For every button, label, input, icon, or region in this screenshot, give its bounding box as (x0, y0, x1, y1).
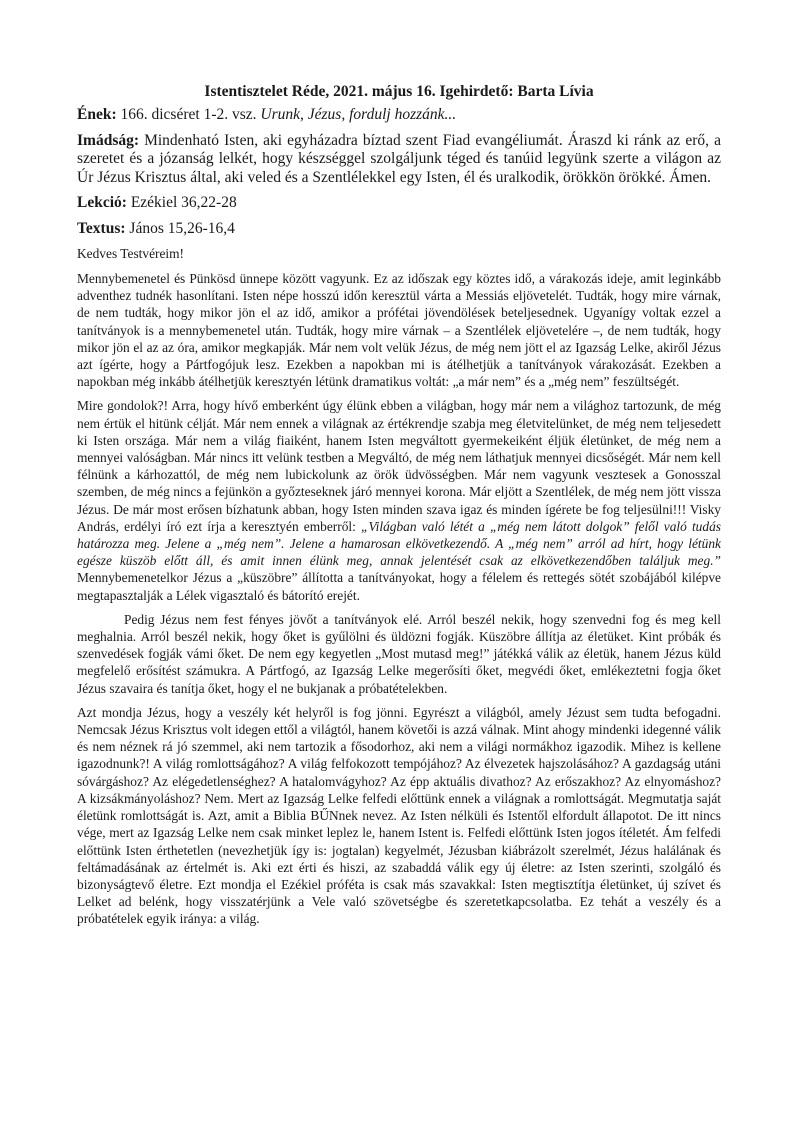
sermon-paragraph-3: Pedig Jézus nem fest fényes jövőt a tanítványok elé. Arról beszél nekik, hogy szenvedni fog és meg kell meghalnia. Arról beszél nekik, hogy őket is gyűlölni és üldözni fogják. Küszöbre állítja az életüket. Kint próbák és szenvedések fogják vámi őket. De nem egy kegyetlen „Most mutasd meg!” játékká válik az életük, hanem Jézus küld megfelelő erősítést számukra. A Pártfogó, az Igazság Lelke megerősíti őket, megvédi őket, emlékeztetni fogja őket Jézus szavaira és tanítja őket, hogy el ne bukjanak a próbatételekben. (77, 611, 721, 696)
song-line (77, 106, 721, 125)
lection-line (77, 194, 721, 213)
textus-text: János 15,26-16,4 (125, 219, 235, 237)
textus-line (77, 220, 721, 239)
sermon-paragraph-4: Azt mondja Jézus, hogy a veszély két helyről is fog jönni. Egyrészt a világból, amely Jézust sem tudta befogadni. Nemcsak Jézus Krisztus volt idegen ettől a világtól, hanem követői is azzá válnak. Mint ahogy mindenki idegenné válik és nem néznek rá jó szemmel, aki nem tartozik a fősodorhoz, aki nem a világi normákhoz igazodik. Mihez is kellene igazodnunk?! A világ romlottságához? A világ felfokozott tempójához? Az élvezetek hajszolásához? A gazdagság utáni sóvárgáshoz? Az elégedetlenséghez? A hatalomvágyhoz? Az épp aktuális divathoz? Az erőszakhoz? Az elnyomáshoz? A kizsákmányoláshoz? Nem. Mert az Igazság Lelke felfedi előttünk ennek a világnak a romlottságát. Megmutatja saját életünk romlottságát is. Azt, amit a Biblia BŰNnek nevez. Az Isten nélküli és Istentől elfordult állapotot. De itt nincs vége, mert az Igazság Lelke nem csak minket leplez le, hanem Istent is. Felfedi előttünk Isten jogos ítéletét. Ám felfedi előttünk Isten érthetetlen (nevezhetjük így is: jogtalan) kegyelmét, Jézusban kiábrázolt szerelmét, Jézus halálának és feltámadásának az értelmét is. Aki ezt érti és hiszi, az szabaddá válik egy új életre: az Isten szerinti, szolgáló és bizonyságtevő életre. Ezt mondja el Ezékiel próféta is csak más szavakkal: Isten megtisztítja életünket, új szívet és Lelket ad belénk, hogy visszatérjünk a Vele való szövetségbe és szeretetkapcsolatba. Ez tehát a veszély és a próbatételek egyik iránya: a világ. (77, 704, 721, 927)
greeting: Kedves Testvéreim! (77, 246, 185, 261)
visky-quote: „Világban való létét a „még nem látott dolgok” felől való tudás határozza meg. Jelene a „még nem”. Jelene a hamarosan elkövetkezendő. A „még nem” arról ad hírt, hogy létünk egésze küszöb előtt áll, és amit innen élünk meg, annak jelentését csak az elkövetkezendőben találjuk meg.” (77, 518, 721, 569)
sermon-paragraph-1: Mennybemenetel és Pünkösd ünnepe között vagyunk. Ez az időszak egy köztes idő, a várakozás ideje, amit leginkább adventhez tudnék hasonlítani. Isten népe hosszú időn keresztül várta a Messiás eljövetelét. Tudták, hogy mire várnak, de nem tudták, hogy mikor jön el az idő, amikor a prófétai jövendölések beteljesednek. Ugyanígy voltak ezzel a tanítványok is a mennybemenetel után. Tudták, hogy mire várnak – a Szentlélek eljövetelére –, de nem tudták, hogy mikor jön el az az óra, amikor megkapják. Már nem volt velük Jézus, de még nem jött el az Igazság Lelke, akiről Jézus azt ígérte, hogy a Pártfogójuk lesz. Ezekben a napokban mi is átélhetjük a tanítványok várakozását. Ezekben a napokban még inkább átélhetjük keresztyén létünk dramatikus voltát: „a már nem” és a „még nem” feszültségét. (77, 271, 721, 390)
lection-label: Lekció: (77, 194, 127, 211)
sermon-paragraph-2-tail: Mennybemenetelkor Jézus a „küszöbre” állította a tanítványokat, hogy a félelem és rettegés sötét szobájából kilépve megtapasztalják a Lélek vigasztaló és bátorító erejét. (77, 570, 721, 603)
prayer-label: Imádság: (77, 131, 140, 149)
lection-text: Ezékiel 36,22-28 (126, 194, 237, 211)
song-label: Ének: (77, 106, 117, 123)
textus-label: Textus: (77, 219, 126, 237)
sermon-paragraph-2 (77, 397, 721, 603)
song-title: Urunk, Jézus, fordulj hozzánk... (260, 106, 457, 123)
sermon-paragraph-2-text: Mire gondolok?! Arra, hogy hívő emberként úgy élünk ebben a világban, hogy már nem a világhoz tartozunk, de még nem értük el hitünk célját. Már nem ennek a világnak az értékrendje szabja meg életvitelünket, de még nem teljesedett ki Isten országa. Már nem a világ fiaiként, hanem Isten megváltott gyermekeiként éljük életünket, de még nem a mennyei valóságban. Már nincs itt velünk testben a Megváltó, de még nem láthatjuk mennyei dicsőségét. Már nem kell félnünk a kárhozattól, de még nem lubickolunk az örök üdvösségben. Már nem vagyunk vesztesek a Gonosszal szemben, de még nincs a fejünkön a győzteseknek járó mennyei korona. Már eljött a Szentlélek, de még nem jött vissza Jézus. De már most erősen bízhatunk abban, hogy Isten minden szava igaz és minden ígérete be fog teljesülni!!! Visky András, erdélyi író ezt írja a keresztyén emberről: (77, 398, 721, 534)
page-title: Istentisztelet Réde, 2021. május 16. Igehirdető: Barta Lívia (204, 83, 594, 100)
prayer-paragraph (77, 132, 721, 188)
song-text: 166. dicséret 1-2. vsz. (116, 106, 261, 123)
prayer-text: Mindenható Isten, aki egyházadra bíztad szent Fiad evangéliumát. Áraszd ki ránk az erő, a szeretet és a józanság lelkét, hogy készséggel szolgáljunk téged és tanúid legyünk szerte a világon az Úr Jézus Krisztus által, aki veled és a Szentlélekkel egy Isten, él és uralkodik, örökkön örökké. Ámen. (77, 131, 721, 186)
